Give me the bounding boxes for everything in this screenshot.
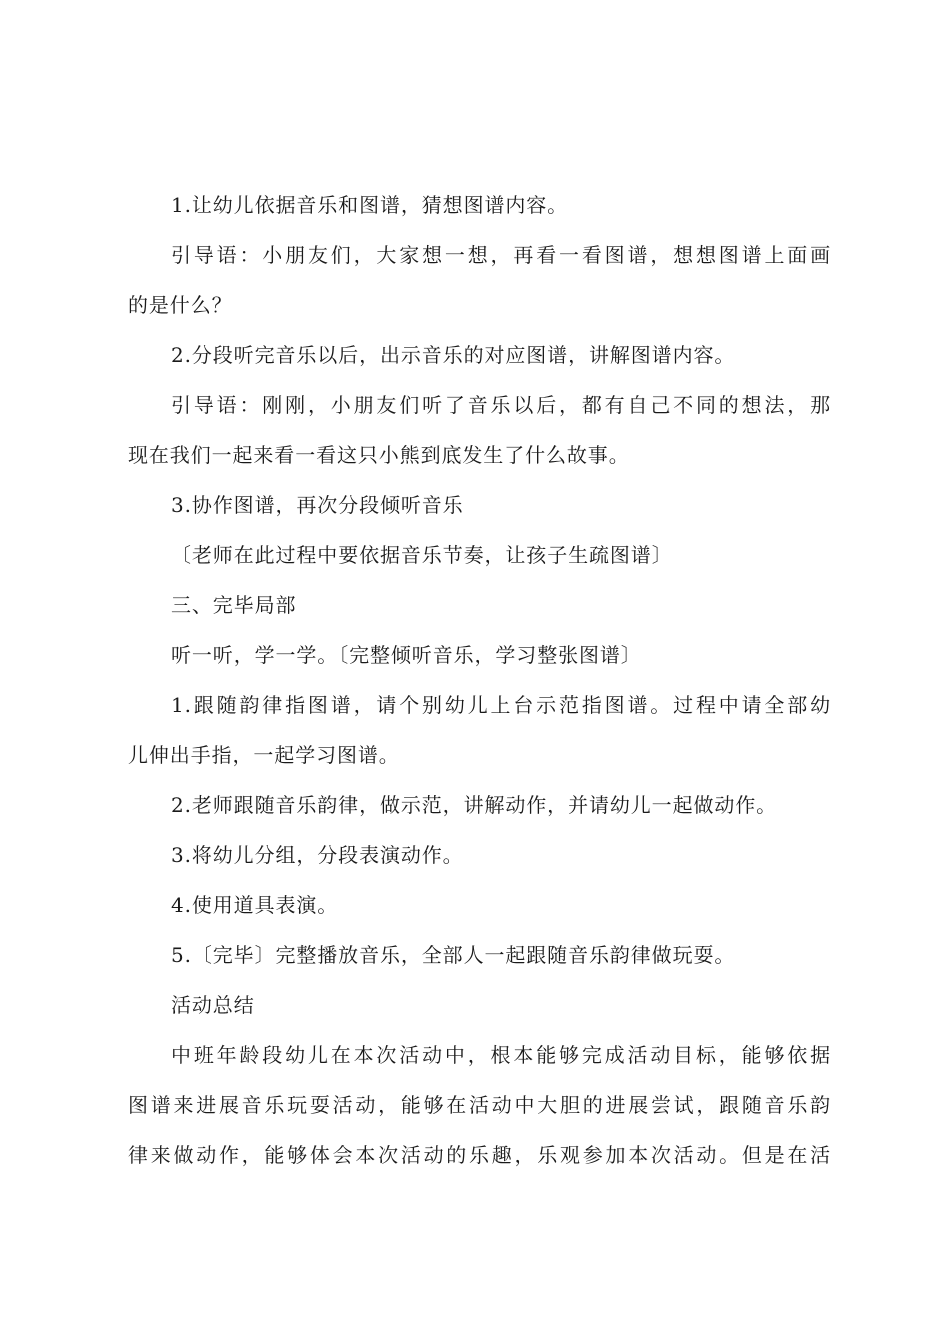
paragraph-line: 2.老师跟随音乐韵律，做示范，讲解动作，并请幼儿一起做动作。 — [171, 793, 778, 817]
paragraph-line: 3.将幼儿分组，分段表演动作。 — [171, 843, 464, 867]
paragraph-line: 4.使用道具表演。 — [171, 893, 339, 917]
paragraph-line: 听一听，学一学。〔完整倾听音乐，学习整张图谱〕 — [171, 643, 642, 667]
paragraph-line: 律来做动作，能够体会本次活动的乐趣，乐观参加本次活动。但是在活 — [128, 1143, 831, 1167]
section-heading: 三、完毕局部 — [171, 593, 297, 617]
paragraph-line: 1.让幼儿依据音乐和图谱，猜想图谱内容。 — [171, 193, 569, 217]
paragraph-line: 现在我们一起来看一看这只小熊到底发生了什么故事。 — [128, 443, 630, 467]
paragraph-line: 3.协作图谱，再次分段倾听音乐 — [171, 493, 464, 517]
section-heading: 活动总结 — [171, 993, 255, 1017]
paragraph-line: 5.〔完毕〕完整播放音乐，全部人一起跟随音乐韵律做玩耍。 — [171, 943, 736, 967]
paragraph-line: 引导语：刚刚，小朋友们听了音乐以后，都有自己不同的想法，那 — [171, 393, 831, 417]
paragraph-line: 1.跟随韵律指图谱，请个别幼儿上台示范指图谱。过程中请全部幼 — [171, 693, 831, 717]
paragraph-line: 〔老师在此过程中要依据音乐节奏，让孩子生疏图谱〕 — [171, 543, 673, 567]
paragraph-line: 儿伸出手指，一起学习图谱。 — [128, 743, 400, 767]
paragraph-line: 中班年龄段幼儿在本次活动中，根本能够完成活动目标，能够依据 — [171, 1043, 831, 1067]
paragraph-line: 图谱来进展音乐玩耍活动，能够在活动中大胆的进展尝试，跟随音乐韵 — [128, 1093, 831, 1117]
paragraph-line: 引导语：小朋友们，大家想一想，再看一看图谱，想想图谱上面画 — [171, 243, 831, 267]
paragraph-line: 2.分段听完音乐以后，出示音乐的对应图谱，讲解图谱内容。 — [171, 343, 736, 367]
paragraph-line: 的是什么？ — [128, 293, 233, 317]
